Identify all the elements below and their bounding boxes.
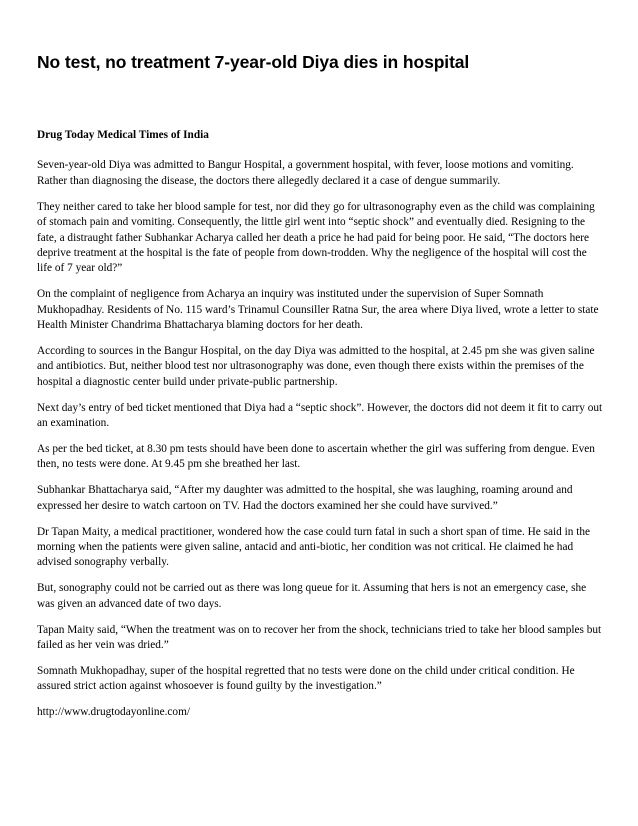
- article-title: No test, no treatment 7-year-old Diya dies in hospital: [37, 52, 470, 72]
- article-source: Drug Today Medical Times of India: [37, 129, 209, 141]
- paragraph-11: Somnath Mukhopadhay, super of the hospital regretted that no tests were done on the child under critical condition. He assured strict action against whosoever is found guilty by the investigation.”: [37, 664, 575, 693]
- paragraph-7: Subhankar Bhattacharya said, “After my daughter was admitted to the hospital, she was laughing, roaming around and expressed her desire to watch cartoon on TV. Had the doctors examined her she could have survived.”: [37, 484, 573, 512]
- paragraph-4: According to sources in the Bangur Hospital, on the day Diya was admitted to the hospital, at 2.45 pm she was given saline and antibiotics. But, neither blood test nor ultrasonography was done, even though there exists within the premises of the hospital a diagnostic center build under private-public partnership.: [37, 344, 595, 388]
- paragraph-9: But, sonography could not be carried out as there was long queue for it. Assuming that hers is not an emergency case, she was given an advanced date of two days.: [37, 582, 587, 610]
- paragraph-8: Dr Tapan Maity, a medical practitioner, wondered how the case could turn fatal in such a short span of time. He said in the morning when the patients were given saline, antacid and anti-biotic, her condition was not critical. He claimed he had advised sonography verbally.: [37, 525, 591, 569]
- paragraph-2: They neither cared to take her blood sample for test, nor did they go for ultrasonography even as the child was complaining of stomach pain and vomiting. Consequently, the little girl went into “septic shock” and eventually died. Resigning to the fate, a distraught father Subhankar Acharya called her death a price he had paid for being poor. He said, “The doctors here deprive treatment at the hospital is the fate of people from down-trodden. Why the negligence of the hospital will cost the life of 7 year old?”: [37, 200, 595, 275]
- paragraph-6: As per the bed ticket, at 8.30 pm tests should have been done to ascertain whether the girl was suffering from dengue. Even then, no tests were done. At 9.45 pm she breathed her last.: [37, 443, 595, 471]
- paragraph-3: On the complaint of negligence from Acharya an inquiry was instituted under the supervision of Super Somnath Mukhopadhay. Residents of No. 115 ward’s Trinamul Counsiller Ratna Sur, the area where Diya lived, wrote a letter to state Health Minister Chandrima Bhattacharya blaming doctors for her death.: [37, 288, 599, 332]
- article-body: [37, 128, 603, 721]
- source-url-link[interactable]: http://www.drugtodayonline.com/: [37, 706, 191, 719]
- paragraph-5: Next day’s entry of bed ticket mentioned that Diya had a “septic shock”. However, the doctors did not deem it fit to carry out an examination.: [37, 401, 603, 430]
- paragraph-10: Tapan Maity said, “When the treatment was on to recover her from the shock, technicians tried to take her blood samples but failed as her vein was dried.”: [37, 623, 602, 652]
- paragraph-1: Seven-year-old Diya was admitted to Bangur Hospital, a government hospital, with fever, loose motions and vomiting. Rather than diagnosing the disease, the doctors there allegedly declared it a case of dengue summarily.: [37, 159, 574, 187]
